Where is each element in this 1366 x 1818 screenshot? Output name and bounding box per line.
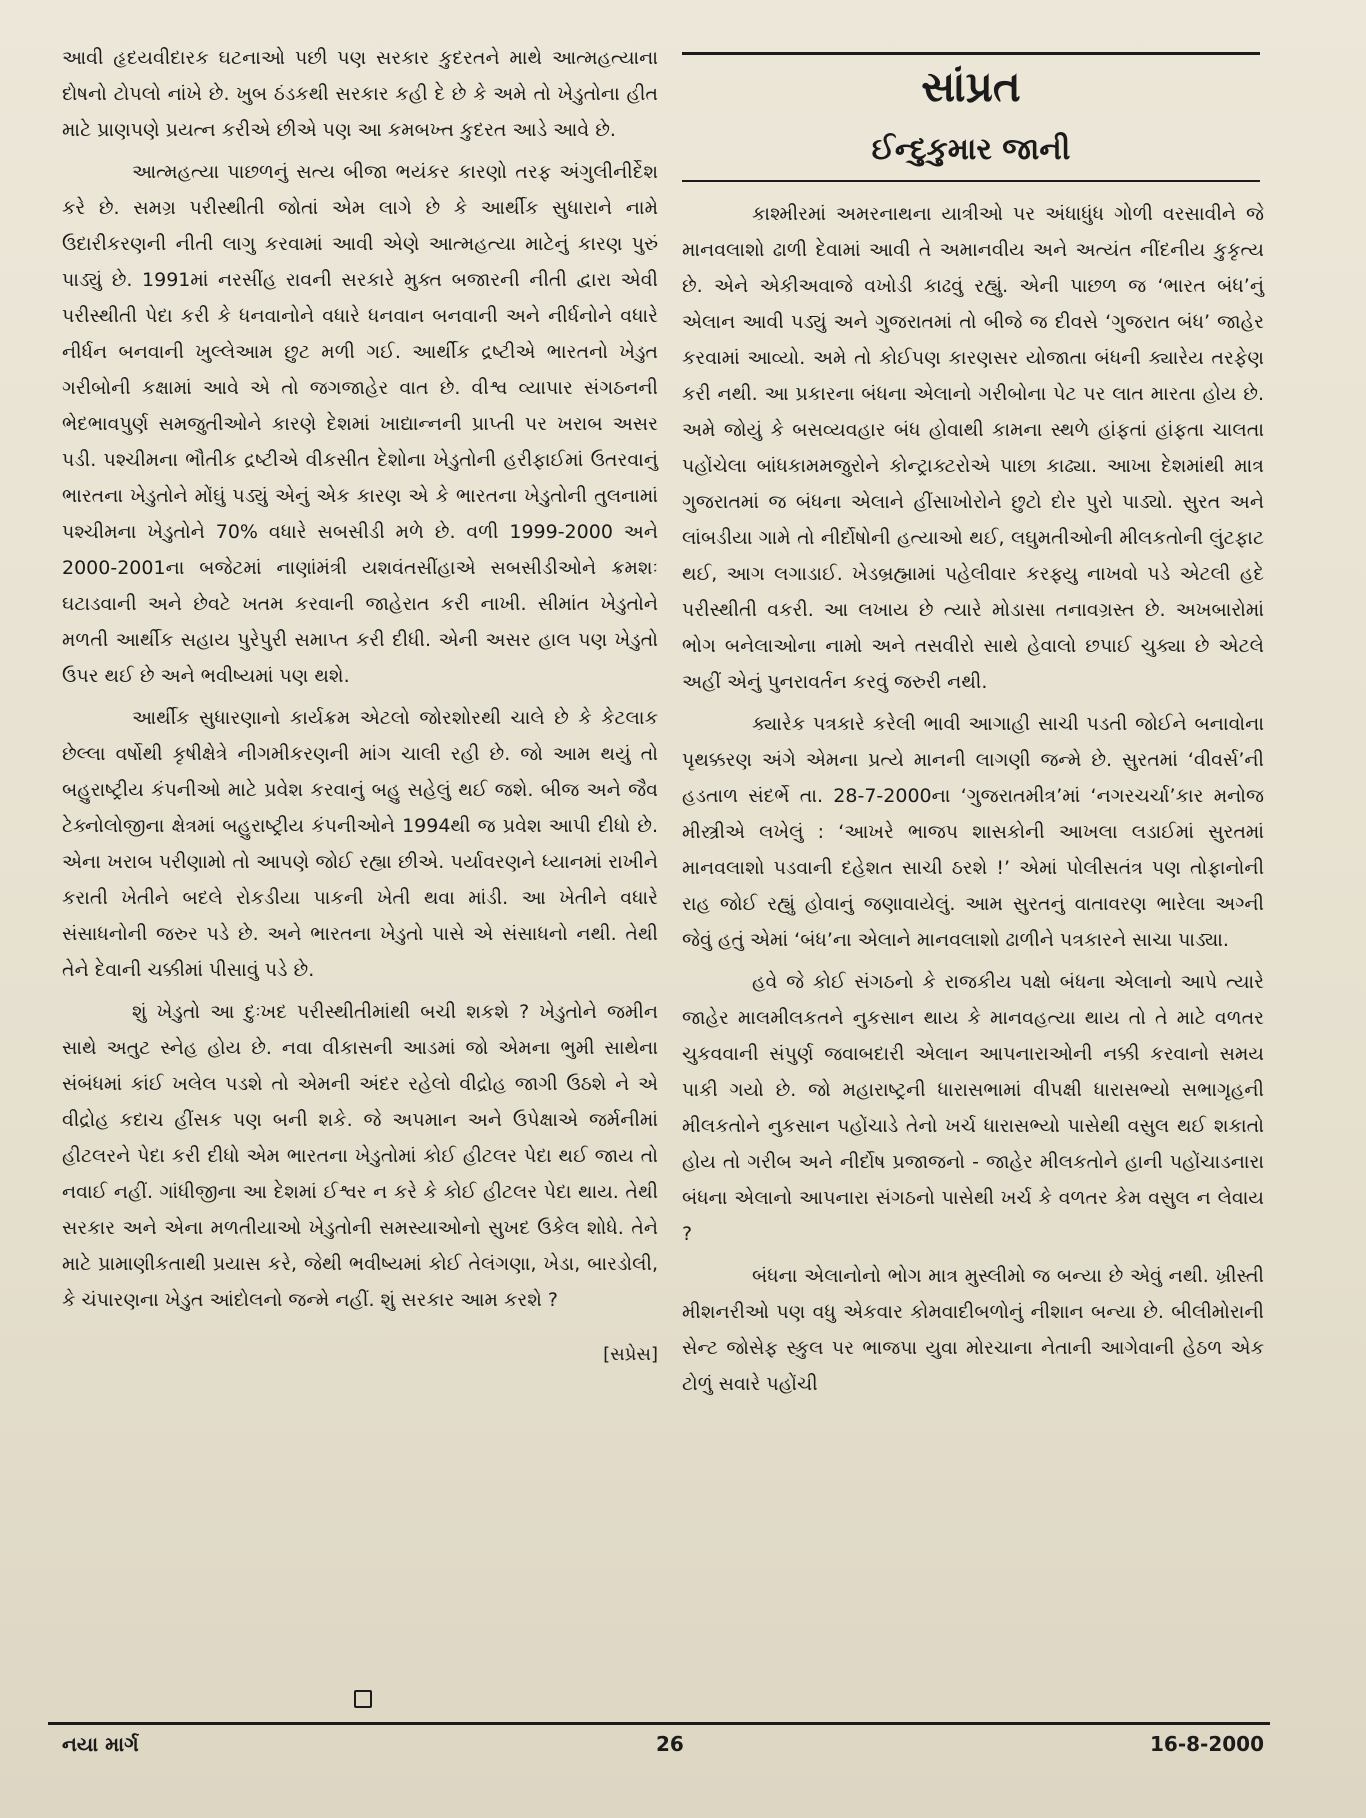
- footer-rule: [48, 1722, 1270, 1725]
- section-top-rule: [682, 52, 1260, 55]
- left-paragraph-3: આર્થીક સુધારણાનો કાર્યક્રમ એટલો જોરશોરથી ચાલે છે કે કેટલાક છેલ્લા વર્ષોથી કૃષીક્ષેત્રે નીગમીકરણની માંગ ચાલી રહી છે. જો આમ થયું તો બહુરાષ્ટ્રીય કંપનીઓ માટે પ્રવેશ કરવાનું બહુ સહેલું થઈ જશે. બીજ અને જૈવ ટેક્નોલોજીના ક્ષેત્રમાં બહુરાષ્ટ્રીય કંપનીઓને 1994થી જ પ્રવેશ આપી દીધો છે. એના ખરાબ પરીણામો તો આપણે જોઈ રહ્યા છીએ. પર્યાવરણને ધ્યાનમાં રાખીને કરાતી ખેતીને બદલે રોકડીયા પાકની ખેતી થવા માંડી. આ ખેતીને વધારે સંસાધનોની જરુર પડે છે. અને ભારતના ખેડુતો પાસે એ સંસાધનો નથી. તેથી તેને દેવાની ચક્કીમાં પીસાવું પડે છે.: [62, 707, 658, 981]
- left-paragraph-2: આત્મહત્યા પાછળનું સત્ય બીજા ભયંકર કારણો તરફ અંગુલીનીર્દેશ કરે છે. સમગ્ર પરીસ્થીતી જોતાં એમ લાગે છે કે આર્થીક સુધારાને નામે ઉદારીકરણની નીતી લાગુ કરવામાં આવી એણે આત્મહત્યા માટેનું કારણ પુરું પાડ્યું છે. 1991માં નરસીંહ રાવની સરકારે મુક્ત બજારની નીતી દ્વારા એવી પરીસ્થીતી પેદા કરી કે ધનવાનોને વધારે ધનવાન બનવાની અને નીર્ધનોને વધારે નીર્ધન બનવાની ખુલ્લેઆમ છુટ મળી ગઈ. આર્થીક દ્રષ્ટીએ ભારતનો ખેડુત ગરીબોની કક્ષામાં આવે એ તો જગજાહેર વાત છે. વીશ્વ વ્યાપાર સંગઠનની ભેદભાવપુર્ણ સમજુતીઓને કારણે દેશમાં ખાદ્યાન્નની પ્રાપ્તી પર ખરાબ અસર પડી. પશ્ચીમના ભૌતીક દ્રષ્ટીએ વીકસીત દેશોના ખેડુતોની હરીફાઈમાં ઉતરવાનું ભારતના ખેડુતોને મોંઘું પડ્યું એનું એક કારણ એ કે ભારતના ખેડુતોની તુલનામાં પશ્ચીમના ખેડુતોને 70% વધારે સબસીડી મળે છે. વળી 1999-2000 અને 2000-2001ના બજેટમાં નાણાંમંત્રી યશવંતસીંહાએ સબસીડીઓને ક્રમશઃ ઘટાડવાની અને છેવટે ખતમ કરવાની જાહેરાત કરી નાખી. સીમાંત ખેડુતોને મળતી આર્થીક સહાય પુરેપુરી સમાપ્ત કરી દીધી. એની અસર હાલ પણ ખેડુતો ઉપર થઈ છે અને ભવીષ્યમાં પણ થશે.: [62, 161, 658, 687]
- right-column: [682, 196, 1264, 1408]
- left-paragraph-1: આવી હૃદયવીદારક ઘટનાઓ પછી પણ સરકાર કુદરતને માથે આત્મહત્યાના દોષનો ટોપલો નાંખે છે. ખુબ ઠંડકથી સરકાર કહી દે છે કે અમે તો ખેડુતોના હીત માટે પ્રાણપણે પ્રયત્ન કરીએ છીએ પણ આ કમબખ્ત કુદરત આડે આવે છે.: [62, 47, 658, 141]
- section-title: સાંપ્રત: [921, 62, 1021, 111]
- source-credit: [સપ્રેસ]: [603, 1344, 658, 1365]
- right-paragraph-4: બંધના એલાનોનો ભોગ માત્ર મુસ્લીમો જ બન્યા છે એવું નથી. ખ્રીસ્તી મીશનરીઓ પણ વધુ એકવાર કોમવાદીબળોનું નીશાન બન્યા છે. બીલીમોરાની સેન્ટ જોસેફ સ્કુલ પર ભાજપા યુવા મોરચાના નેતાની આગેવાની હેઠળ એક ટોળું સવારે પહોંચી: [682, 1265, 1264, 1395]
- article-end-mark: [354, 1690, 372, 1708]
- author-name: ઈન્દુકુમાર જાની: [871, 132, 1071, 167]
- right-paragraph-3: હવે જે કોઈ સંગઠનો કે રાજકીય પક્ષો બંધના એલાનો આપે ત્યારે જાહેર માલમીલકતને નુકસાન થાય કે માનવહત્યા થાય તો તે માટે વળતર ચુકવવાની સંપુર્ણ જવાબદારી એલાન આપનારાઓની નક્કી કરવાનો સમય પાકી ગયો છે. જો મહારાષ્ટ્રની ધારાસભામાં વીપક્ષી ધારાસભ્યો સભાગૃહની મીલકતોને નુકસાન પહોંચાડે તેનો ખર્ચ ધારાસભ્યો પાસેથી વસુલ થઈ શકાતો હોય તો ગરીબ અને નીર્દોષ પ્રજાજનો - જાહેર મીલકતોને હાની પહોંચાડનારા બંધના એલાનો આપનારા સંગઠનો પાસેથી ખર્ચ કે વળતર કેમ વસુલ ન લેવાય ?: [682, 971, 1264, 1245]
- page-number: 26: [656, 1732, 684, 1756]
- left-paragraph-4: શું ખેડુતો આ દુઃખદ પરીસ્થીતીમાંથી બચી શકશે ? ખેડુતોને જમીન સાથે અતુટ સ્નેહ હોય છે. નવા વીકાસની આડમાં જો એમના ભુમી સાથેના સંબંધમાં કાંઈ ખલેલ પડશે તો એમની અંદર રહેલો વીદ્રોહ જાગી ઉઠશે ને એ વીદ્રોહ કદાચ હીંસક પણ બની શકે. જે અપમાન અને ઉપેક્ષાએ જર્મનીમાં હીટલરને પેદા કરી દીધો એમ ભારતના ખેડુતોમાં કોઈ હીટલર પેદા થઈ જાય તો નવાઈ નહીં. ગાંધીજીના આ દેશમાં ઈશ્વર ન કરે કે કોઈ હીટલર પેદા થાય. તેથી સરકાર અને એના મળતીયાઓ ખેડુતોની સમસ્યાઓનો સુખદ ઉકેલ શોધે. તેને માટે પ્રામાણીકતાથી પ્રયાસ કરે, જેથી ભવીષ્યમાં કોઈ તેલંગણા, ખેડા, બારડોલી, કે ચંપારણના ખેડુત આંદોલનો જન્મે નહીં. શું સરકાર આમ કરશે ?: [62, 1001, 658, 1311]
- left-column: [62, 40, 658, 1365]
- author-underline-rule: [682, 180, 1260, 182]
- issue-date: 16-8-2000: [1150, 1732, 1265, 1756]
- publication-name: નયા માર્ગ: [62, 1732, 139, 1756]
- right-paragraph-1: કાશ્મીરમાં અમરનાથના યાત્રીઓ પર અંધાધુંધ ગોળી વરસાવીને જે માનવલાશો ઢાળી દેવામાં આવી તે અમાનવીય અને અત્યંત નીંદનીય કુકૃત્ય છે. એને એકીઅવાજે વખોડી કાઢવું રહ્યું. એની પાછળ જ ‘ભારત બંધ’નું એલાન આવી પડ્યું અને ગુજરાતમાં તો બીજે જ દીવસે ‘ગુજરાત બંધ’ જાહેર કરવામાં આવ્યો. અમે તો કોઈપણ કારણસર યોજાતા બંધની ક્યારેય તરફેણ કરી નથી. આ પ્રકારના બંધના એલાનો ગરીબોના પેટ પર લાત મારતા હોય છે. અમે જોયું કે બસવ્યવહાર બંધ હોવાથી કામના સ્થળે હાંફતાં હાંફતા ચાલતા પહોંચેલા બાંધકામમજુરોને કોન્ટ્રાક્ટરોએ પાછા કાઢ્યા. આખા દેશમાંથી માત્ર ગુજરાતમાં જ બંધના એલાને હીંસાખોરોને છુટો દોર પુરો પાડ્યો. સુરત અને લાંબડીયા ગામે તો નીર્દોષોની હત્યાઓ થઈ, લઘુમતીઓની મીલકતોની લુંટફાટ થઈ, આગ લગાડાઈ. ખેડબ્રહ્મામાં પહેલીવાર કરફ્યુ નાખવો પડે એટલી હદે પરીસ્થીતી વકરી. આ લખાય છે ત્યારે મોડાસા તનાવગ્રસ્ત છે. અખબારોમાં ભોગ બનેલાઓના નામો અને તસવીરો સાથે હેવાલો છપાઈ ચુક્યા છે એટલે અહીં એનું પુનરાવર્તન કરવું જરુરી નથી.: [682, 203, 1264, 693]
- right-paragraph-2: ક્યારેક પત્રકારે કરેલી ભાવી આગાહી સાચી પડતી જોઈને બનાવોના પૃથક્કરણ અંગે એમના પ્રત્યે માનની લાગણી જન્મે છે. સુરતમાં ‘વીવર્સ’ની હડતાળ સંદર્ભે તા. 28-7-2000ના ‘ગુજરાતમીત્ર’માં ‘નગરચર્ચા’કાર મનોજ મીસ્ત્રીએ લખેલું : ‘આખરે ભાજપ શાસકોની આખલા લડાઈમાં સુરતમાં માનવલાશો પડવાની દહેશત સાચી ઠરશે !’ એમાં પોલીસતંત્ર પણ તોફાનોની રાહ જોઈ રહ્યું હોવાનું જણાવાયેલું. આમ સુરતનું વાતાવરણ ભારેલા અગ્ની જેવું હતું એમાં ‘બંધ’ના એલાને માનવલાશો ઢાળીને પત્રકારને સાચા પાડ્યા.: [682, 713, 1264, 951]
